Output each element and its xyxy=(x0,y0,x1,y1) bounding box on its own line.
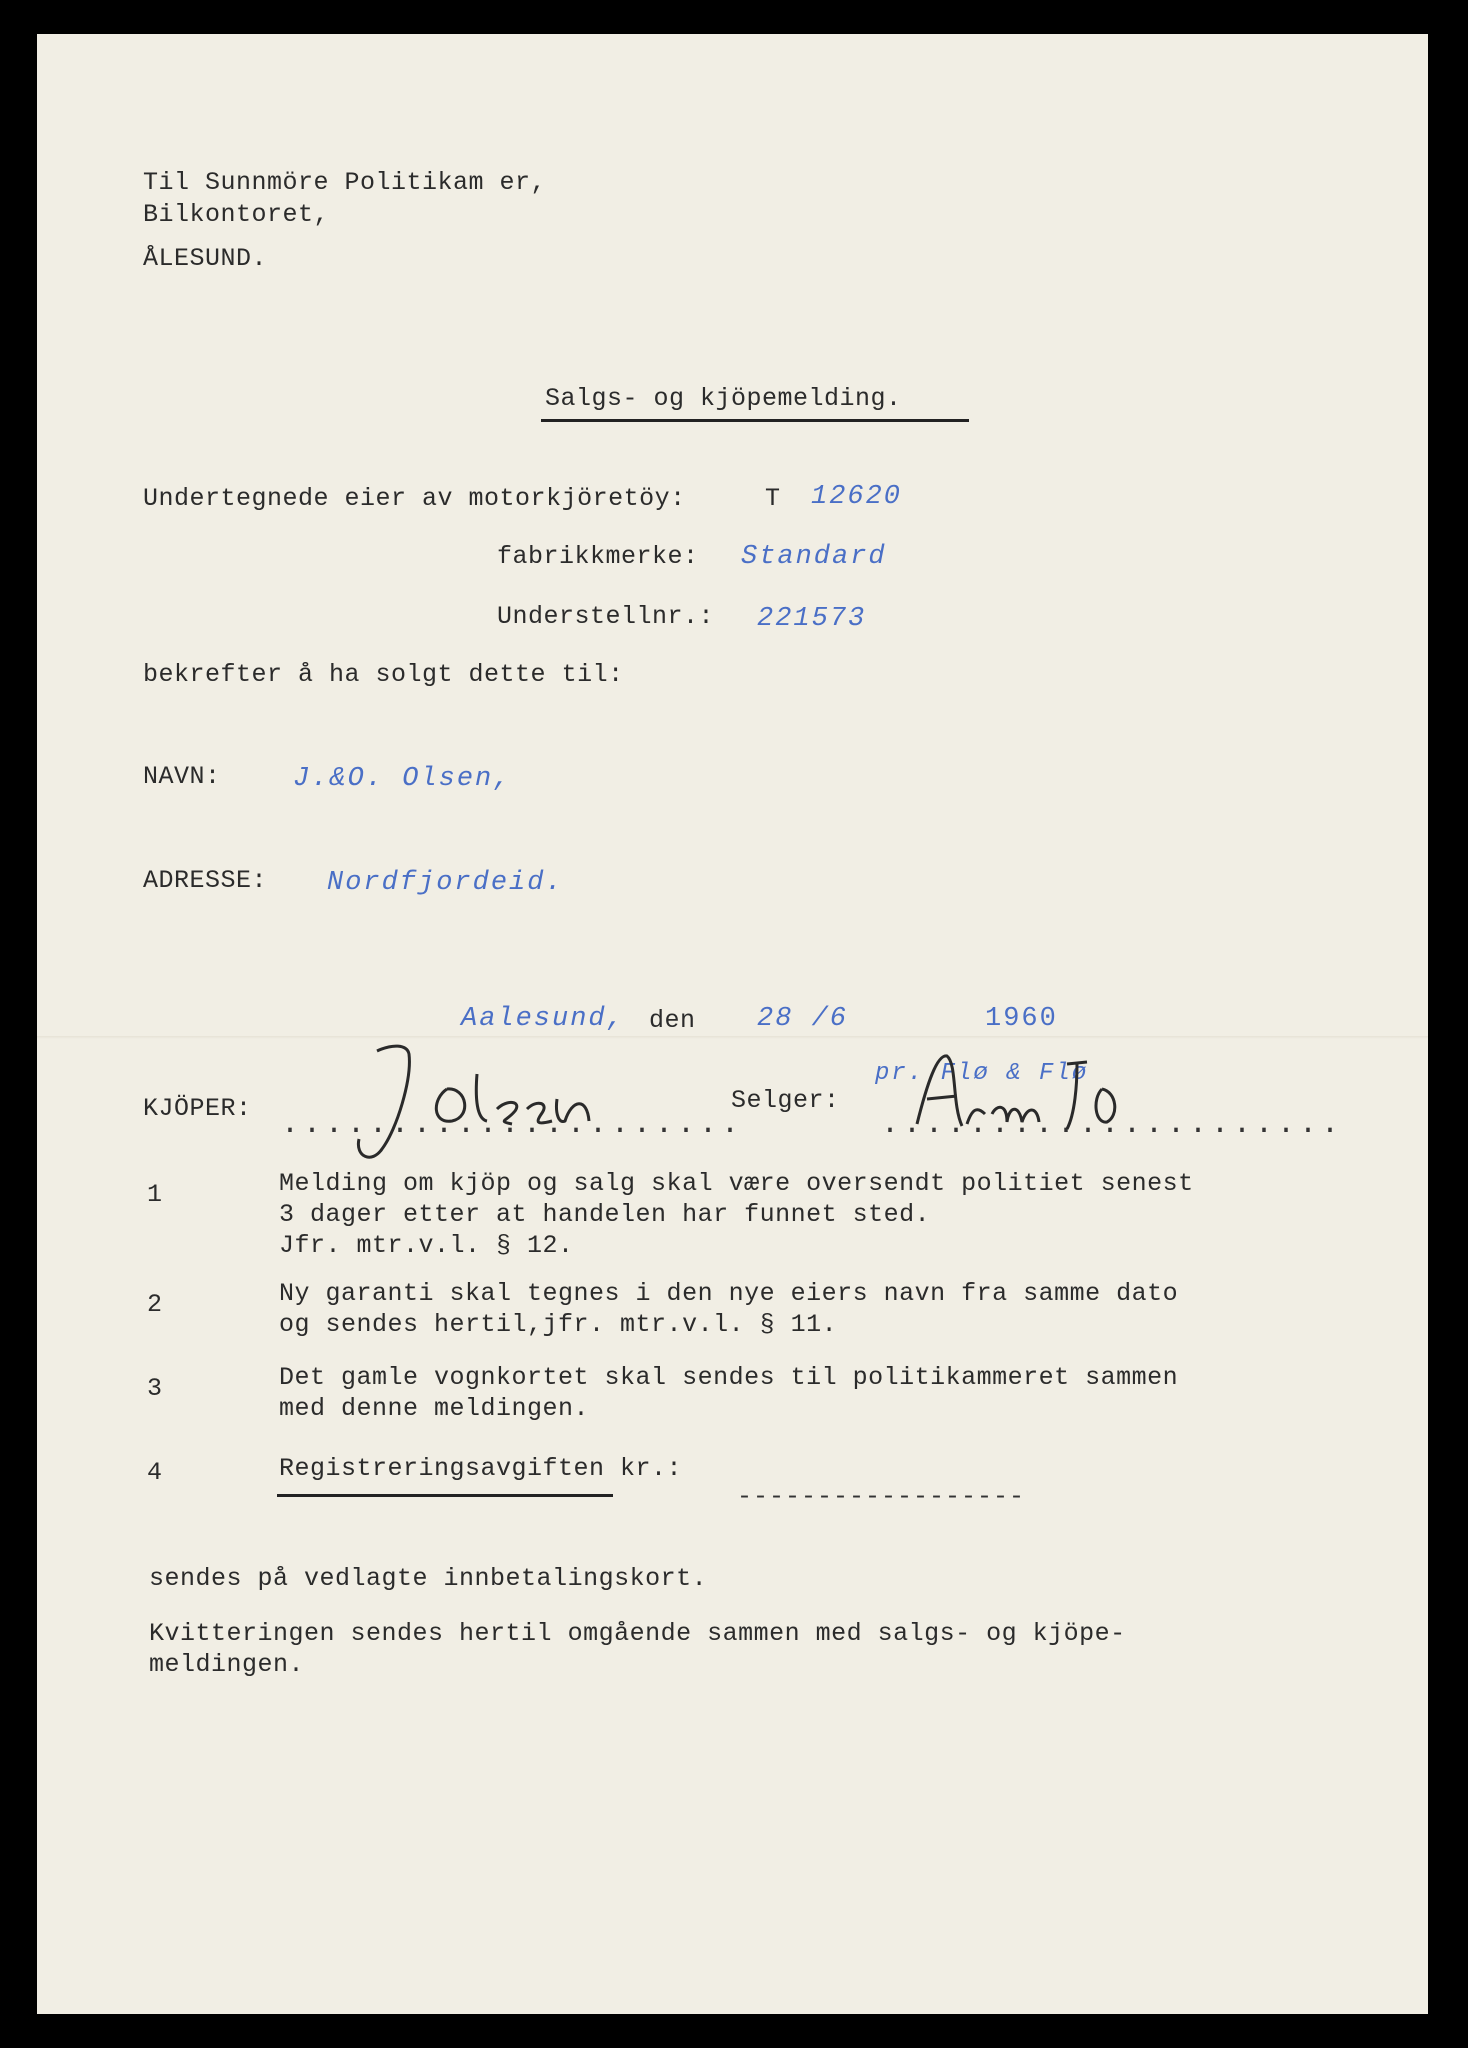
buyer-signature xyxy=(337,1039,667,1169)
item-text: Det gamle vognkortet skal sendes til politikammeret sammen med denne meldingen. xyxy=(279,1363,1179,1423)
fee-label-underline xyxy=(277,1494,613,1497)
reg-number: 12620 xyxy=(811,482,903,512)
item-number: 3 xyxy=(147,1374,163,1403)
item-number: 4 xyxy=(147,1458,163,1487)
fee-amount-blank: ------------------ xyxy=(737,1482,1026,1511)
footer-line-1: sendes på vedlagte innbetalingskort. xyxy=(149,1564,708,1593)
seller-signature-line: ..................... xyxy=(881,1108,1344,1142)
make-label: fabrikkmerke: xyxy=(497,542,699,571)
seller-label: Selger: xyxy=(731,1086,840,1115)
item-number: 2 xyxy=(147,1290,163,1319)
item-text: Melding om kjöp og salg skal være oversendt politiet senest 3 dager etter at handelen har funnet sted. Jfr. mtr.v.l. § 12. xyxy=(279,1169,1194,1260)
chassis-label: Understellnr.: xyxy=(497,602,715,631)
chassis-value: 221573 xyxy=(757,604,867,634)
address-line-1: Til Sunnmöre Politikam er, xyxy=(143,168,547,197)
fee-label: Registreringsavgiften kr.: xyxy=(279,1454,683,1483)
name-label: NAVN: xyxy=(143,762,221,791)
buyer-label: KJÖPER: xyxy=(143,1094,252,1123)
sold-to-text: bekrefter å ha solgt dette til: xyxy=(143,660,624,689)
document-title: Salgs- og kjöpemelding. xyxy=(545,384,902,413)
footer-line-2: Kvitteringen sendes hertil omgående sammen med salgs- og kjöpe- meldingen. xyxy=(149,1619,1126,1679)
title-underline xyxy=(541,419,969,422)
buyer-signature-line: ..................... xyxy=(281,1108,744,1142)
address-label: ADRESSE: xyxy=(143,866,268,895)
make-value: Standard xyxy=(741,542,887,572)
address-line-3: ÅLESUND. xyxy=(143,244,268,273)
seller-signature xyxy=(907,1044,1147,1144)
date-den: den xyxy=(649,1006,696,1035)
date-place: Aalesund, xyxy=(461,1004,625,1034)
document-page xyxy=(37,34,1428,2014)
item-text: Ny garanti skal tegnes i den nye eiers navn fra samme dato og sendes hertil,jfr. mtr.v.l. § 11. xyxy=(279,1279,1179,1339)
name-value: J.&O. Olsen, xyxy=(293,764,512,794)
reg-prefix: T xyxy=(765,484,781,513)
seller-pr: pr. Flø & Flø xyxy=(875,1060,1089,1087)
date-year: 1960 xyxy=(985,1004,1058,1034)
address-line-2: Bilkontoret, xyxy=(143,200,330,229)
date-day-month: 28 /6 xyxy=(757,1004,849,1034)
paper-fold xyxy=(37,1036,1428,1039)
address-value: Nordfjordeid. xyxy=(327,868,564,898)
owner-label: Undertegnede eier av motorkjöretöy: xyxy=(143,484,686,513)
item-number: 1 xyxy=(147,1180,163,1209)
